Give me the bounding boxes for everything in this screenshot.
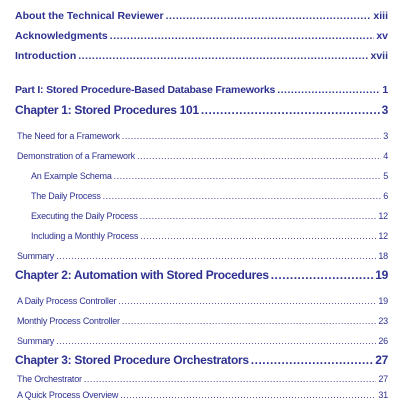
toc-entry-page: 5 — [383, 171, 388, 181]
toc-entry-page: 12 — [378, 211, 388, 221]
dot-leader — [122, 317, 377, 326]
toc-entry-chapter-3[interactable] — [0, 349, 400, 367]
toc-entry-label: Introduction — [15, 50, 77, 62]
toc-entry-page: xiii — [373, 10, 388, 22]
dot-leader — [140, 232, 376, 241]
toc-entry-label: Including a Monthly Process — [31, 231, 139, 241]
toc-entry-label: Monthly Process Controller — [17, 316, 120, 326]
toc-entry-page: 27 — [378, 374, 388, 384]
dot-leader — [78, 52, 368, 63]
toc-entry-page: 26 — [378, 336, 388, 346]
toc-entry-quick-process-overview[interactable] — [0, 382, 400, 400]
toc-entry-acknowledgments[interactable] — [0, 24, 400, 42]
toc-entry-label: Demonstration of a Framework — [17, 151, 135, 161]
toc-entry-label: The Orchestrator — [17, 374, 82, 384]
dot-leader — [120, 391, 376, 400]
toc-entry-page: 12 — [378, 231, 388, 241]
toc-entry-page: 27 — [375, 353, 388, 367]
toc-entry-chapter-2[interactable] — [0, 264, 400, 282]
toc-entry-page: 3 — [381, 103, 388, 117]
toc-entry-label: Part I: Stored Procedure-Based Database Frameworks — [15, 84, 276, 96]
toc-entry-label: An Example Schema — [31, 171, 112, 181]
toc-entry-chapter-1[interactable] — [0, 99, 400, 117]
dot-leader — [122, 132, 381, 141]
dot-leader — [271, 270, 374, 282]
toc-entry-demonstration-of-framework[interactable] — [0, 143, 400, 161]
toc-entry-introduction[interactable] — [0, 44, 400, 62]
toc-entry-about-technical-reviewer[interactable] — [0, 4, 400, 22]
toc-entry-monthly-process-controller[interactable] — [0, 308, 400, 326]
toc-entry-label: A Quick Process Overview — [17, 390, 119, 400]
toc-entry-page: 31 — [378, 390, 388, 400]
toc-entry-page: xvii — [370, 50, 388, 62]
toc-entry-label: Executing the Daily Process — [31, 211, 138, 221]
toc-entry-executing-daily-process[interactable] — [0, 203, 400, 221]
toc-entry-label: Acknowledgments — [15, 30, 108, 42]
dot-leader — [166, 12, 372, 23]
toc-entry-page: xv — [376, 30, 388, 42]
toc-entry-daily-process[interactable] — [0, 183, 400, 201]
toc-entry-daily-process-controller[interactable] — [0, 288, 400, 306]
toc-entry-page: 1 — [382, 84, 388, 96]
toc-entry-page: 6 — [383, 191, 388, 201]
toc-entry-summary-ch1[interactable] — [0, 243, 400, 261]
toc-entry-part-1[interactable] — [0, 78, 400, 96]
dot-leader — [56, 252, 376, 261]
toc-entry-need-for-framework[interactable] — [0, 123, 400, 141]
toc-entry-example-schema[interactable] — [0, 163, 400, 181]
dot-leader — [118, 297, 376, 306]
dot-leader — [110, 32, 375, 43]
dot-leader — [140, 212, 377, 221]
dot-leader — [103, 192, 382, 201]
toc-entry-label: About the Technical Reviewer — [15, 10, 164, 22]
toc-entry-label: Chapter 1: Stored Procedures 101 — [15, 103, 199, 117]
toc-entry-label: Summary — [17, 336, 55, 346]
dot-leader — [201, 105, 380, 117]
dot-leader — [277, 86, 380, 97]
dot-leader — [114, 172, 382, 181]
toc-entry-label: Chapter 2: Automation with Stored Procedures — [15, 268, 269, 282]
toc-entry-label: Summary — [17, 251, 55, 261]
toc-entry-label: A Daily Process Controller — [17, 296, 117, 306]
toc-entry-label: The Daily Process — [31, 191, 101, 201]
toc-entry-page: 18 — [378, 251, 388, 261]
toc-entry-label: The Need for a Framework — [17, 131, 120, 141]
toc-entry-label: Chapter 3: Stored Procedure Orchestrators — [15, 353, 249, 367]
toc-entry-summary-ch2[interactable] — [0, 328, 400, 346]
toc-entry-page: 23 — [378, 316, 388, 326]
toc-entry-page: 19 — [378, 296, 388, 306]
toc-entry-page: 4 — [383, 151, 388, 161]
dot-leader — [137, 152, 381, 161]
toc-entry-page: 3 — [383, 131, 388, 141]
dot-leader — [56, 337, 376, 346]
toc-entry-including-monthly-process[interactable] — [0, 223, 400, 241]
toc-entry-page: 19 — [375, 268, 388, 282]
